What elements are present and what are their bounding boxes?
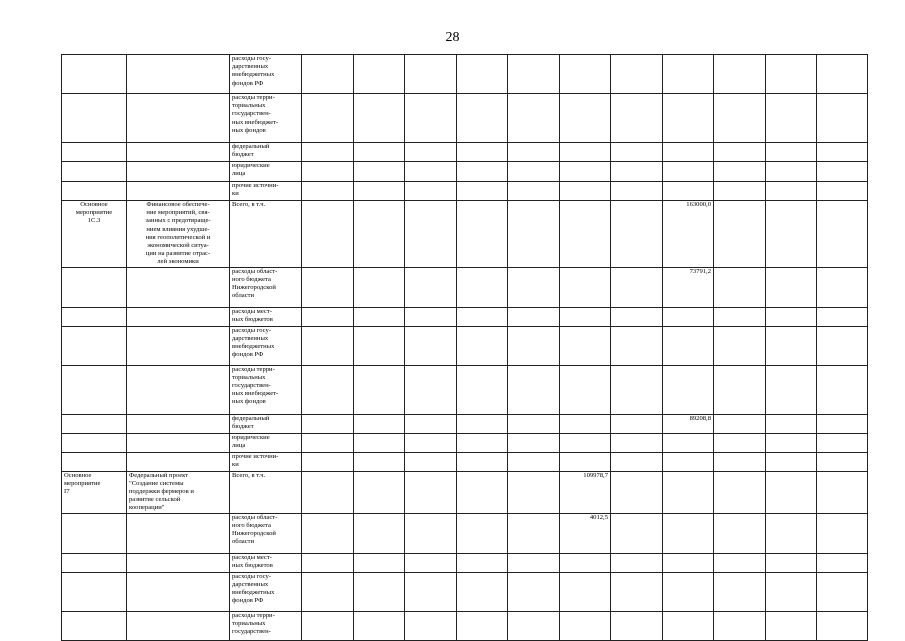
empty-cell — [611, 414, 663, 433]
total-value-cell: 109978,7 — [560, 471, 611, 513]
empty-cell — [508, 143, 560, 162]
empty-cell — [405, 433, 457, 452]
empty-cell — [354, 267, 405, 307]
funding-source-label: расходы област- ного бюджета Нижегородской области — [230, 267, 302, 307]
empty-cell — [766, 611, 817, 640]
empty-cell — [611, 365, 663, 414]
empty-cell — [611, 94, 663, 143]
empty-cell — [354, 433, 405, 452]
empty-cell — [766, 326, 817, 365]
total-value-cell — [560, 326, 611, 365]
empty-cell — [302, 471, 354, 513]
empty-cell — [457, 414, 508, 433]
period-value-cell — [663, 307, 714, 326]
table-row — [62, 553, 868, 572]
measure-code-cell — [62, 553, 127, 572]
measure-title-cell — [127, 162, 230, 182]
funding-source-label: расходы мест- ных бюджетов — [230, 553, 302, 572]
table-row — [62, 471, 868, 513]
empty-cell — [302, 182, 354, 201]
empty-cell — [766, 513, 817, 553]
period-value-cell — [663, 452, 714, 471]
empty-cell — [817, 433, 868, 452]
empty-cell — [354, 553, 405, 572]
empty-cell — [611, 572, 663, 611]
empty-cell — [354, 182, 405, 201]
empty-cell — [817, 94, 868, 143]
empty-cell — [302, 162, 354, 182]
empty-cell — [405, 611, 457, 640]
funding-source-label: прочие источни- ки — [230, 452, 302, 471]
empty-cell — [508, 553, 560, 572]
table-row — [62, 182, 868, 201]
empty-cell — [766, 201, 817, 268]
empty-cell — [766, 182, 817, 201]
empty-cell — [714, 182, 766, 201]
total-value-cell — [560, 143, 611, 162]
table-body — [62, 55, 868, 641]
table-row — [62, 307, 868, 326]
empty-cell — [302, 452, 354, 471]
empty-cell — [611, 433, 663, 452]
empty-cell — [817, 471, 868, 513]
measure-title-cell — [127, 414, 230, 433]
period-value-cell — [663, 143, 714, 162]
empty-cell — [457, 365, 508, 414]
empty-cell — [457, 326, 508, 365]
empty-cell — [766, 143, 817, 162]
measure-code-cell — [62, 162, 127, 182]
period-value-cell — [663, 611, 714, 640]
total-value-cell — [560, 55, 611, 94]
empty-cell — [714, 307, 766, 326]
measure-title-cell: Финансовое обеспече- ние мероприятий, свя- занных с предотвраще- нием влияния ухудше- ния геополитической и экономической ситуа- ции на развитие отрас- лей экономики — [127, 201, 230, 268]
funding-source-label: расходы терри- ториальных государствен- ных внебюджет- ных фондов — [230, 365, 302, 414]
empty-cell — [302, 365, 354, 414]
measure-code-cell — [62, 365, 127, 414]
empty-cell — [405, 182, 457, 201]
empty-cell — [302, 414, 354, 433]
empty-cell — [766, 162, 817, 182]
measure-code-cell — [62, 513, 127, 553]
empty-cell — [611, 307, 663, 326]
measure-title-cell: Федеральный проект "Создание системы поддержки фермеров и развитие сельской кооперации" — [127, 471, 230, 513]
empty-cell — [817, 307, 868, 326]
empty-cell — [354, 513, 405, 553]
empty-cell — [405, 162, 457, 182]
table-row — [62, 267, 868, 307]
empty-cell — [508, 471, 560, 513]
empty-cell — [714, 201, 766, 268]
empty-cell — [714, 326, 766, 365]
funding-source-label: федеральный бюджет — [230, 143, 302, 162]
empty-cell — [611, 611, 663, 640]
empty-cell — [714, 452, 766, 471]
empty-cell — [766, 572, 817, 611]
empty-cell — [714, 572, 766, 611]
empty-cell — [817, 611, 868, 640]
period-value-cell — [663, 365, 714, 414]
empty-cell — [405, 471, 457, 513]
empty-cell — [354, 307, 405, 326]
empty-cell — [714, 365, 766, 414]
funding-source-label: расходы госу- дарственных внебюджетных фондов РФ — [230, 326, 302, 365]
empty-cell — [457, 433, 508, 452]
empty-cell — [354, 143, 405, 162]
total-value-cell — [560, 201, 611, 268]
period-value-cell — [663, 182, 714, 201]
total-value-cell — [560, 414, 611, 433]
empty-cell — [405, 513, 457, 553]
period-value-cell — [663, 553, 714, 572]
period-value-cell — [663, 162, 714, 182]
measure-title-cell — [127, 553, 230, 572]
empty-cell — [766, 267, 817, 307]
table-row — [62, 414, 868, 433]
empty-cell — [508, 513, 560, 553]
table-row — [62, 201, 868, 268]
period-value-cell: 163000,0 — [663, 201, 714, 268]
period-value-cell — [663, 471, 714, 513]
empty-cell — [457, 452, 508, 471]
funding-source-label: расходы област- ного бюджета Нижегородской области — [230, 513, 302, 553]
table-row — [62, 162, 868, 182]
measure-title-cell — [127, 307, 230, 326]
funding-source-label: юридические лица — [230, 433, 302, 452]
empty-cell — [508, 55, 560, 94]
measure-title-cell — [127, 94, 230, 143]
empty-cell — [457, 143, 508, 162]
empty-cell — [354, 326, 405, 365]
empty-cell — [714, 55, 766, 94]
total-value-cell: 4012,5 — [560, 513, 611, 553]
measure-code-cell — [62, 433, 127, 452]
empty-cell — [766, 365, 817, 414]
page-number: 28 — [445, 30, 460, 45]
empty-cell — [354, 452, 405, 471]
funding-source-label: прочие источни- ки — [230, 182, 302, 201]
empty-cell — [817, 55, 868, 94]
empty-cell — [817, 201, 868, 268]
empty-cell — [457, 553, 508, 572]
empty-cell — [354, 201, 405, 268]
empty-cell — [766, 452, 817, 471]
empty-cell — [302, 553, 354, 572]
empty-cell — [405, 414, 457, 433]
empty-cell — [302, 55, 354, 94]
empty-cell — [766, 414, 817, 433]
empty-cell — [714, 94, 766, 143]
empty-cell — [457, 201, 508, 268]
table-row — [62, 326, 868, 365]
table-row — [62, 513, 868, 553]
empty-cell — [611, 143, 663, 162]
empty-cell — [405, 307, 457, 326]
empty-cell — [714, 433, 766, 452]
empty-cell — [508, 267, 560, 307]
empty-cell — [817, 182, 868, 201]
funding-source-label: Всего, в т.ч. — [230, 471, 302, 513]
period-value-cell — [663, 433, 714, 452]
total-value-cell — [560, 182, 611, 201]
empty-cell — [817, 513, 868, 553]
empty-cell — [457, 611, 508, 640]
empty-cell — [766, 307, 817, 326]
empty-cell — [457, 307, 508, 326]
empty-cell — [817, 452, 868, 471]
empty-cell — [405, 267, 457, 307]
empty-cell — [766, 553, 817, 572]
total-value-cell — [560, 267, 611, 307]
empty-cell — [457, 162, 508, 182]
empty-cell — [354, 94, 405, 143]
table-row — [62, 94, 868, 143]
table-row — [62, 572, 868, 611]
empty-cell — [611, 471, 663, 513]
period-value-cell — [663, 572, 714, 611]
empty-cell — [405, 143, 457, 162]
empty-cell — [611, 201, 663, 268]
funding-source-label: юридические лица — [230, 162, 302, 182]
funding-source-label: расходы мест- ных бюджетов — [230, 307, 302, 326]
empty-cell — [354, 471, 405, 513]
measure-code-cell — [62, 414, 127, 433]
empty-cell — [405, 201, 457, 268]
empty-cell — [302, 307, 354, 326]
measure-title-cell — [127, 326, 230, 365]
empty-cell — [508, 162, 560, 182]
measure-code-cell: Основное мероприятие 1С.3 — [62, 201, 127, 268]
measure-code-cell — [62, 94, 127, 143]
empty-cell — [354, 55, 405, 94]
empty-cell — [611, 55, 663, 94]
empty-cell — [302, 201, 354, 268]
measure-code-cell — [62, 182, 127, 201]
empty-cell — [714, 471, 766, 513]
empty-cell — [405, 326, 457, 365]
total-value-cell — [560, 553, 611, 572]
empty-cell — [457, 55, 508, 94]
empty-cell — [714, 162, 766, 182]
empty-cell — [508, 452, 560, 471]
empty-cell — [817, 572, 868, 611]
budget-table — [61, 54, 868, 641]
empty-cell — [354, 414, 405, 433]
period-value-cell — [663, 94, 714, 143]
table-row — [62, 55, 868, 94]
empty-cell — [817, 143, 868, 162]
empty-cell — [508, 572, 560, 611]
funding-source-label: расходы госу- дарственных внебюджетных фондов РФ — [230, 572, 302, 611]
empty-cell — [508, 94, 560, 143]
empty-cell — [457, 513, 508, 553]
measure-title-cell — [127, 611, 230, 640]
period-value-cell — [663, 326, 714, 365]
total-value-cell — [560, 611, 611, 640]
empty-cell — [817, 267, 868, 307]
empty-cell — [508, 611, 560, 640]
funding-source-label: Всего, в т.ч. — [230, 201, 302, 268]
empty-cell — [508, 201, 560, 268]
measure-title-cell — [127, 572, 230, 611]
measure-title-cell — [127, 433, 230, 452]
empty-cell — [766, 94, 817, 143]
funding-source-label: расходы терри- ториальных государствен- — [230, 611, 302, 640]
empty-cell — [508, 182, 560, 201]
total-value-cell — [560, 433, 611, 452]
measure-code-cell — [62, 143, 127, 162]
empty-cell — [714, 513, 766, 553]
measure-title-cell — [127, 513, 230, 553]
empty-cell — [508, 414, 560, 433]
empty-cell — [354, 365, 405, 414]
total-value-cell — [560, 452, 611, 471]
empty-cell — [302, 267, 354, 307]
empty-cell — [457, 471, 508, 513]
period-value-cell: 73791,2 — [663, 267, 714, 307]
empty-cell — [302, 433, 354, 452]
empty-cell — [405, 572, 457, 611]
table-row — [62, 365, 868, 414]
total-value-cell — [560, 572, 611, 611]
measure-title-cell — [127, 452, 230, 471]
total-value-cell — [560, 307, 611, 326]
measure-title-cell — [127, 182, 230, 201]
empty-cell — [611, 267, 663, 307]
empty-cell — [457, 572, 508, 611]
empty-cell — [714, 143, 766, 162]
empty-cell — [302, 611, 354, 640]
empty-cell — [611, 553, 663, 572]
measure-title-cell — [127, 143, 230, 162]
empty-cell — [302, 326, 354, 365]
total-value-cell — [560, 365, 611, 414]
empty-cell — [405, 55, 457, 94]
empty-cell — [611, 182, 663, 201]
measure-title-cell — [127, 267, 230, 307]
empty-cell — [714, 414, 766, 433]
empty-cell — [354, 572, 405, 611]
empty-cell — [457, 267, 508, 307]
measure-title-cell — [127, 365, 230, 414]
empty-cell — [611, 452, 663, 471]
total-value-cell — [560, 94, 611, 143]
measure-code-cell — [62, 267, 127, 307]
measure-code-cell — [62, 307, 127, 326]
empty-cell — [611, 513, 663, 553]
funding-source-label: расходы терри- ториальных государствен- ных внебюджет- ных фондов — [230, 94, 302, 143]
empty-cell — [508, 365, 560, 414]
empty-cell — [714, 267, 766, 307]
total-value-cell — [560, 162, 611, 182]
empty-cell — [817, 553, 868, 572]
empty-cell — [457, 94, 508, 143]
measure-code-cell — [62, 55, 127, 94]
empty-cell — [302, 513, 354, 553]
empty-cell — [817, 162, 868, 182]
funding-source-label: федеральный бюджет — [230, 414, 302, 433]
measure-code-cell — [62, 572, 127, 611]
measure-code-cell: Основное мероприятие I7 — [62, 471, 127, 513]
empty-cell — [302, 143, 354, 162]
period-value-cell — [663, 55, 714, 94]
table-row — [62, 611, 868, 640]
empty-cell — [457, 182, 508, 201]
empty-cell — [508, 307, 560, 326]
empty-cell — [817, 326, 868, 365]
measure-code-cell — [62, 611, 127, 640]
empty-cell — [405, 452, 457, 471]
table-row — [62, 143, 868, 162]
empty-cell — [817, 414, 868, 433]
empty-cell — [405, 94, 457, 143]
measure-title-cell — [127, 55, 230, 94]
empty-cell — [354, 611, 405, 640]
period-value-cell: 89208,8 — [663, 414, 714, 433]
empty-cell — [508, 326, 560, 365]
measure-code-cell — [62, 326, 127, 365]
period-value-cell — [663, 513, 714, 553]
empty-cell — [354, 162, 405, 182]
empty-cell — [302, 94, 354, 143]
table-row — [62, 433, 868, 452]
empty-cell — [714, 553, 766, 572]
empty-cell — [611, 326, 663, 365]
measure-code-cell — [62, 452, 127, 471]
empty-cell — [766, 55, 817, 94]
empty-cell — [817, 365, 868, 414]
empty-cell — [714, 611, 766, 640]
empty-cell — [611, 162, 663, 182]
empty-cell — [405, 365, 457, 414]
empty-cell — [508, 433, 560, 452]
empty-cell — [766, 433, 817, 452]
funding-source-label: расходы госу- дарственных внебюджетных фондов РФ — [230, 55, 302, 94]
empty-cell — [405, 553, 457, 572]
empty-cell — [302, 572, 354, 611]
table-row — [62, 452, 868, 471]
empty-cell — [766, 471, 817, 513]
